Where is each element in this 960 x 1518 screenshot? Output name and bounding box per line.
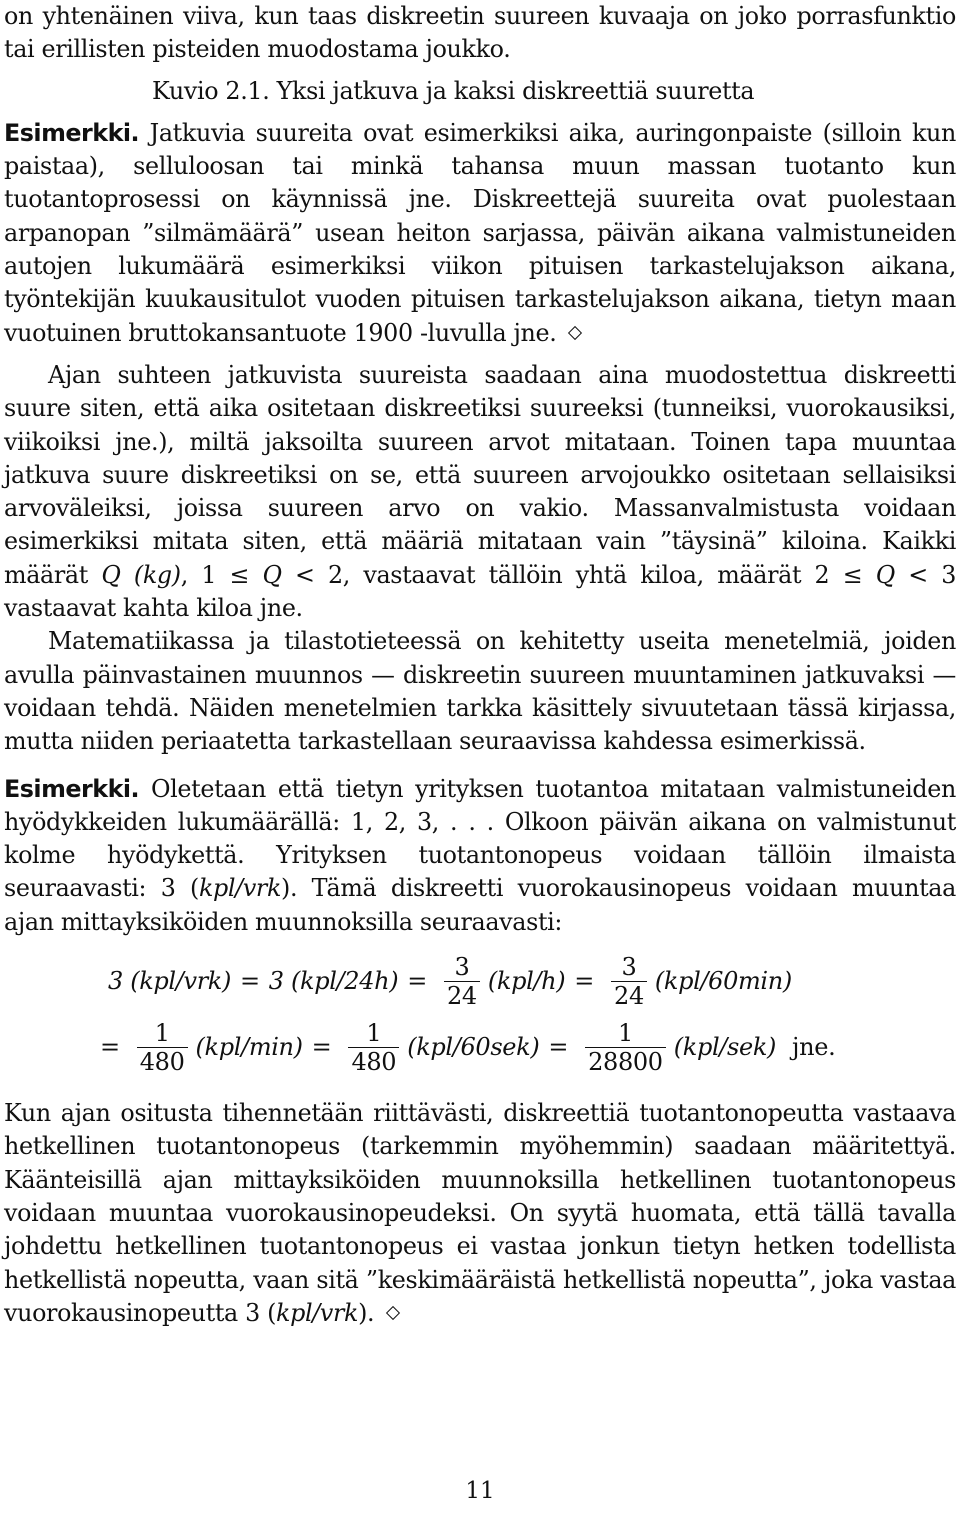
equals-sign: =: [240, 966, 260, 995]
equation-term: (kpl/h): [487, 966, 566, 995]
fraction: [137, 1019, 188, 1076]
math-q: Q: [262, 560, 282, 589]
fraction: [585, 1019, 666, 1076]
fraction: [348, 1019, 399, 1076]
fraction-numerator: 3: [454, 953, 470, 982]
paragraph-discretization-text-a: Ajan suhteen jatkuvista suureista saadaan aina muodostettua diskreetti suure siten, että aika ositetaan diskreetiksi suureeksi (tunneiksi, vuorokausiksi, viikoiksi jne.), miltä jaksoilta suureen arvot mitataan. Toinen tapa muuntaa jatkuva suure diskreetiksi on se, että suureen arvojoukko ositetaan sellaisiksi arvoväleiksi, joissa suureen arvo on vakio. Massanvalmistusta voidaan esimerkiksi mitata siten, että määriä mitataan vain ”täysinä” kiloina. Kaikki määrät: [4, 360, 956, 589]
fraction-numerator: 3: [621, 953, 637, 982]
equation-term: 3 (kpl/vrk): [108, 966, 232, 995]
equation-term: 3 (kpl/24h): [268, 966, 399, 995]
equals-sign: =: [100, 1032, 120, 1061]
example-1: [4, 117, 956, 350]
paragraph-discretization: [4, 359, 956, 625]
paragraph-discretization-text-b: , 1 ≤: [180, 560, 263, 589]
paragraph-discretization-text-c: < 2, vastaavat tällöin yhtä kiloa, määrät 2 ≤: [281, 560, 876, 589]
paragraph-methods: Matematiikassa ja tilastotieteessä on kehitetty useita menetelmiä, joiden avulla päinvastainen muunnos — diskreetin suureen muuntaminen jatkuvaksi — voidaan tehdä. Näiden menetelmien tarkka käsittely sivuutetaan tässä kirjassa, mutta niiden periaatetta tarkastellaan seuraavissa kahdessa esimerkissä.: [4, 627, 956, 756]
math-unit: kpl/vrk: [276, 1298, 359, 1327]
paragraph-instantaneous-rate: [4, 1097, 956, 1330]
equation-end-text: jne.: [792, 1032, 836, 1061]
example-2-text-a: Oletetaan että tietyn yrityksen tuotantoa mitataan valmistuneiden hyödykkeiden lukumäärällä: 1, 2, 3, . . . Olkoon päivän aikana on valmistunut kolme hyödykettä. Yrityksen tuotantonopeus voidaan tällöin ilmaista seuraavasti: 3 (: [4, 774, 956, 903]
fraction-denominator: 24: [444, 981, 480, 1010]
math-q: Q: [101, 560, 121, 589]
example-2: [4, 773, 956, 939]
page-content: [4, 0, 956, 1330]
fraction-denominator: 480: [348, 1047, 399, 1076]
math-kg: (kg): [133, 560, 181, 589]
example-2-lead: Esimerkki.: [4, 774, 140, 803]
math-unit: kpl/vrk: [198, 874, 282, 903]
example-1-text: Jatkuvia suureita ovat esimerkiksi aika, auringonpaiste (silloin kun paistaa), selluloosan tai minkä tahansa muun massan tuotanto kun tuotantoprosessi on käynnissä jne. Diskreettejä suureita ovat puolestaan arpanopan ”silmämäärä” usean heiton sarjassa, päivän aikana valmistuneiden autojen lukumäärä esimerkiksi viikon pituisen tarkastelujakson aikana, työntekijän kuukausitulot vuoden pituisen tarkastelujakson aikana, tietyn maan vuotuinen bruttokansantuote 1900 -luvulla jne.: [4, 118, 957, 347]
paragraph-intro: on yhtenäinen viiva, kun taas diskreetin suureen kuvaaja on joko porrasfunktio tai erillisten pisteiden muodostama joukko.: [4, 2, 956, 64]
paragraph-discretization-text-d: < 3 vastaavat kahta kiloa jne.: [4, 560, 957, 623]
equals-sign: =: [548, 1032, 569, 1061]
fraction: [444, 953, 480, 1010]
math-q: Q: [875, 560, 895, 589]
fraction-numerator: 1: [154, 1019, 170, 1048]
equation-term: (kpl/60min): [654, 966, 792, 995]
fraction-denominator: 24: [611, 981, 647, 1010]
equals-sign: =: [574, 966, 595, 995]
equation-line-1: [108, 953, 792, 1010]
equation-term: (kpl/60sek): [407, 1032, 540, 1061]
fraction-denominator: 480: [137, 1047, 188, 1076]
page-number: 11: [465, 1478, 495, 1504]
paragraph-instantaneous-rate-text-b: ).: [358, 1298, 375, 1327]
equals-sign: =: [407, 966, 428, 995]
end-of-example-diamond-icon: [568, 326, 582, 340]
conversion-equation: [4, 953, 956, 1085]
equation-term: (kpl/min): [195, 1032, 303, 1061]
example-2-text-b: ). Tämä diskreetti vuorokausinopeus voidaan muuntaa ajan mittayksiköiden muunnoksilla seuraavasti:: [4, 874, 956, 936]
fraction-numerator: 1: [617, 1019, 633, 1048]
end-of-example-diamond-icon: [386, 1306, 400, 1320]
equation-line-2: [100, 1019, 835, 1076]
equation-term: (kpl/sek): [673, 1032, 777, 1061]
fraction-numerator: 1: [366, 1019, 382, 1048]
figure-caption: Kuvio 2.1. Yksi jatkuva ja kaksi diskreettiä suuretta: [152, 76, 755, 105]
example-1-lead: Esimerkki.: [4, 118, 140, 147]
fraction-denominator: 28800: [585, 1047, 666, 1076]
fraction: [611, 953, 647, 1010]
equals-sign: =: [311, 1032, 332, 1061]
paragraph-instantaneous-rate-text-a: Kun ajan ositusta tihennetään riittävästi, diskreettiä tuotantonopeutta vastaava hetkellinen tuotantonopeus (tarkemmin myöhemmin) saadaan määritettyä. Käänteisillä ajan mittayksiköiden muunnoksilla hetkellinen tuotantonopeus voidaan muuntaa vuorokausinopeudeksi. On syytä huomata, että tällä tavalla johdettu hetkellinen tuotantonopeus ei vastaa jonkun tietyn hetken todellista hetkellistä nopeutta, vaan sitä ”keskimääräistä hetkellistä nopeutta”, joka vastaa vuorokausinopeutta 3 (: [4, 1099, 956, 1327]
